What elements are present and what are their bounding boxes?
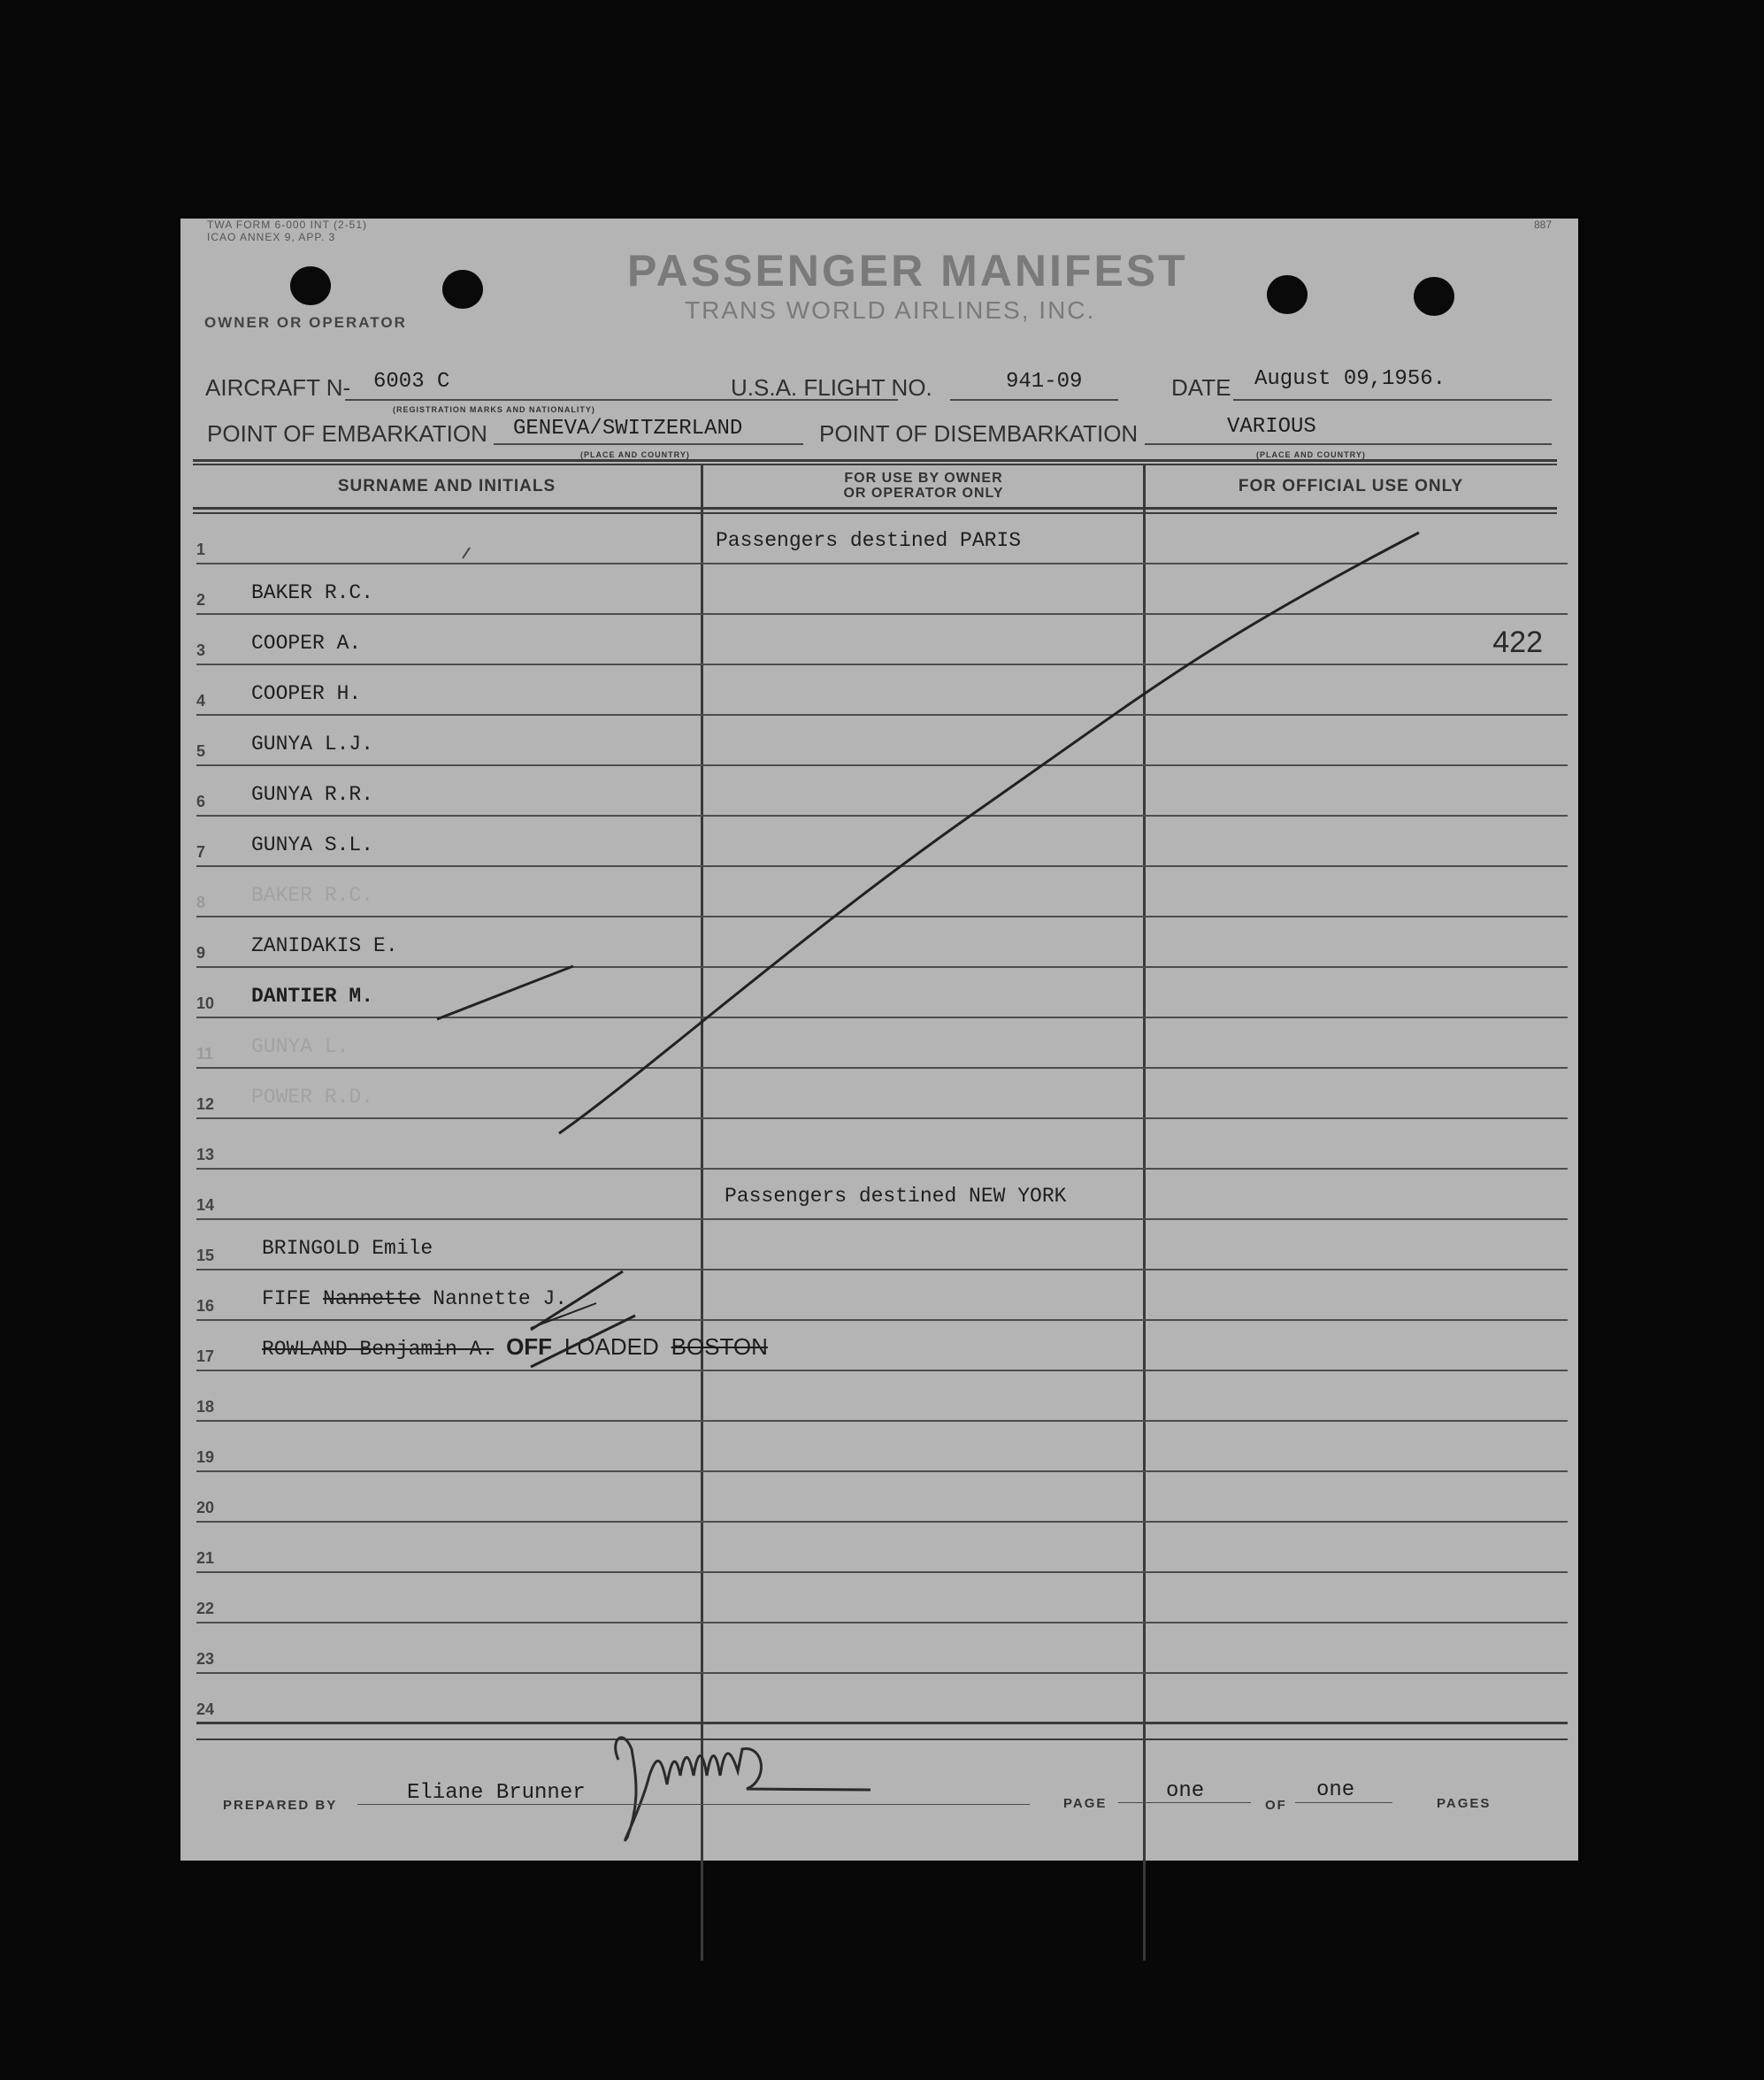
owner-column-header-line1: FOR USE BY OWNER <box>844 471 1003 486</box>
row-number: 5 <box>196 742 206 760</box>
passenger-name: BAKER R.C. <box>251 581 374 604</box>
page-underline <box>1118 1802 1251 1803</box>
row-number: 1 <box>196 541 206 558</box>
aircraft-value: 6003 C <box>373 370 450 394</box>
passenger-name: ZANIDAKIS E. <box>251 934 398 957</box>
row-number: 2 <box>196 591 206 609</box>
passenger-name: GUNYA R.R. <box>251 783 374 806</box>
of-value: one <box>1316 1778 1355 1802</box>
row-number: 12 <box>196 1095 215 1113</box>
row-number: 8 <box>196 894 206 911</box>
row-number: 10 <box>196 994 215 1012</box>
row-number: 11 <box>196 1045 214 1063</box>
manifest-sheet <box>180 219 1578 1861</box>
tick-mark <box>463 548 470 558</box>
struck-name: ROWLAND Benjamin A. <box>262 1338 495 1361</box>
passenger-name-faded: POWER R.D. <box>251 1086 374 1109</box>
struck-destination: BOSTON <box>671 1333 768 1360</box>
passenger-name-faded: GUNYA L. <box>251 1035 349 1058</box>
prepared-by-label: PREPARED BY <box>223 1798 338 1813</box>
page-value: one <box>1166 1779 1205 1803</box>
official-column-header: FOR OFFICIAL USE ONLY <box>1238 477 1464 495</box>
check-stroke <box>531 1271 623 1330</box>
aircraft-label: AIRCRAFT N- <box>205 374 351 401</box>
underline-stroke <box>437 966 573 1019</box>
row-number: 19 <box>196 1448 215 1466</box>
disembarkation-label: POINT OF DISEMBARKATION <box>819 420 1139 447</box>
owner-operator-label: OWNER OR OPERATOR <box>204 314 407 331</box>
form-code-line2: ICAO ANNEX 9, APP. 3 <box>207 231 336 243</box>
row-number: 4 <box>196 692 206 710</box>
flight-value: 941-09 <box>1006 370 1083 394</box>
embarkation-note: (PLACE AND COUNTRY) <box>580 450 690 459</box>
row-number: 13 <box>196 1146 215 1163</box>
row-number: 9 <box>196 944 206 962</box>
check-stroke <box>531 1316 635 1367</box>
row-number: 15 <box>196 1247 215 1264</box>
pages-label: PAGES <box>1437 1796 1492 1811</box>
page-label: PAGE <box>1063 1796 1108 1811</box>
row-number: 23 <box>196 1650 215 1668</box>
struck-name: Nannette <box>323 1287 421 1310</box>
row-number: 18 <box>196 1398 215 1416</box>
row-number: 6 <box>196 793 206 810</box>
given-name: Nannette J. <box>433 1287 568 1310</box>
passenger-name: GUNYA S.L. <box>251 833 374 856</box>
row-number: 3 <box>196 641 206 659</box>
passenger-name: COOPER A. <box>251 632 362 655</box>
passenger-name: GUNYA L.J. <box>251 733 374 756</box>
registration-note: (REGISTRATION MARKS AND NATIONALITY) <box>393 405 595 414</box>
passenger-name: BRINGOLD Emile <box>262 1237 433 1260</box>
row-number: 20 <box>196 1499 215 1516</box>
embarkation-label: POINT OF EMBARKATION <box>207 420 487 447</box>
disembarkation-value: VARIOUS <box>1227 415 1316 439</box>
pen-annotations <box>180 219 1578 1861</box>
prepared-by-underline <box>357 1804 1030 1805</box>
row-number: 21 <box>196 1549 215 1567</box>
passenger-name: DANTIER M. <box>251 985 374 1008</box>
flight-label: U.S.A. FLIGHT NO. <box>731 374 932 401</box>
form-code-line1: TWA FORM 6-000 INT (2-51) <box>207 219 368 231</box>
of-underline <box>1295 1802 1392 1803</box>
owner-column-header-line2: OR OPERATOR ONLY <box>843 486 1004 501</box>
manifest-title: PASSENGER MANIFEST <box>627 246 1188 295</box>
date-value: August 09,1956. <box>1254 367 1446 391</box>
row-number: 16 <box>196 1297 215 1315</box>
row-number: 17 <box>196 1347 215 1365</box>
signature-mark <box>616 1738 870 1840</box>
passenger-name-faded: BAKER R.C. <box>251 884 374 907</box>
off-stamp: OFF <box>506 1333 553 1360</box>
diagonal-cancel-stroke <box>559 533 1419 1133</box>
owner-note: Passengers destined NEW YORK <box>725 1185 1067 1208</box>
loaded-stamp: LOADED <box>564 1333 659 1360</box>
check-stroke <box>531 1303 596 1328</box>
date-label: DATE <box>1171 374 1231 401</box>
embarkation-value: GENEVA/SWITZERLAND <box>513 417 743 441</box>
row-number: 24 <box>196 1700 215 1718</box>
row-number: 7 <box>196 843 206 861</box>
of-label: OF <box>1265 1798 1287 1813</box>
owner-note: Passengers destined PARIS <box>716 529 1022 552</box>
airline-name: TRANS WORLD AIRLINES, INC. <box>685 296 1096 324</box>
disembarkation-note: (PLACE AND COUNTRY) <box>1256 450 1366 459</box>
surname-column-header: SURNAME AND INITIALS <box>337 477 556 495</box>
passenger-name: COOPER H. <box>251 682 362 705</box>
row-number: 22 <box>196 1600 215 1617</box>
prepared-by-value: Eliane Brunner <box>407 1781 586 1805</box>
row-number: 14 <box>196 1196 215 1214</box>
page-code: 887 <box>1533 219 1552 231</box>
surname: FIFE <box>262 1287 311 1310</box>
official-note: 422 <box>1492 626 1543 659</box>
